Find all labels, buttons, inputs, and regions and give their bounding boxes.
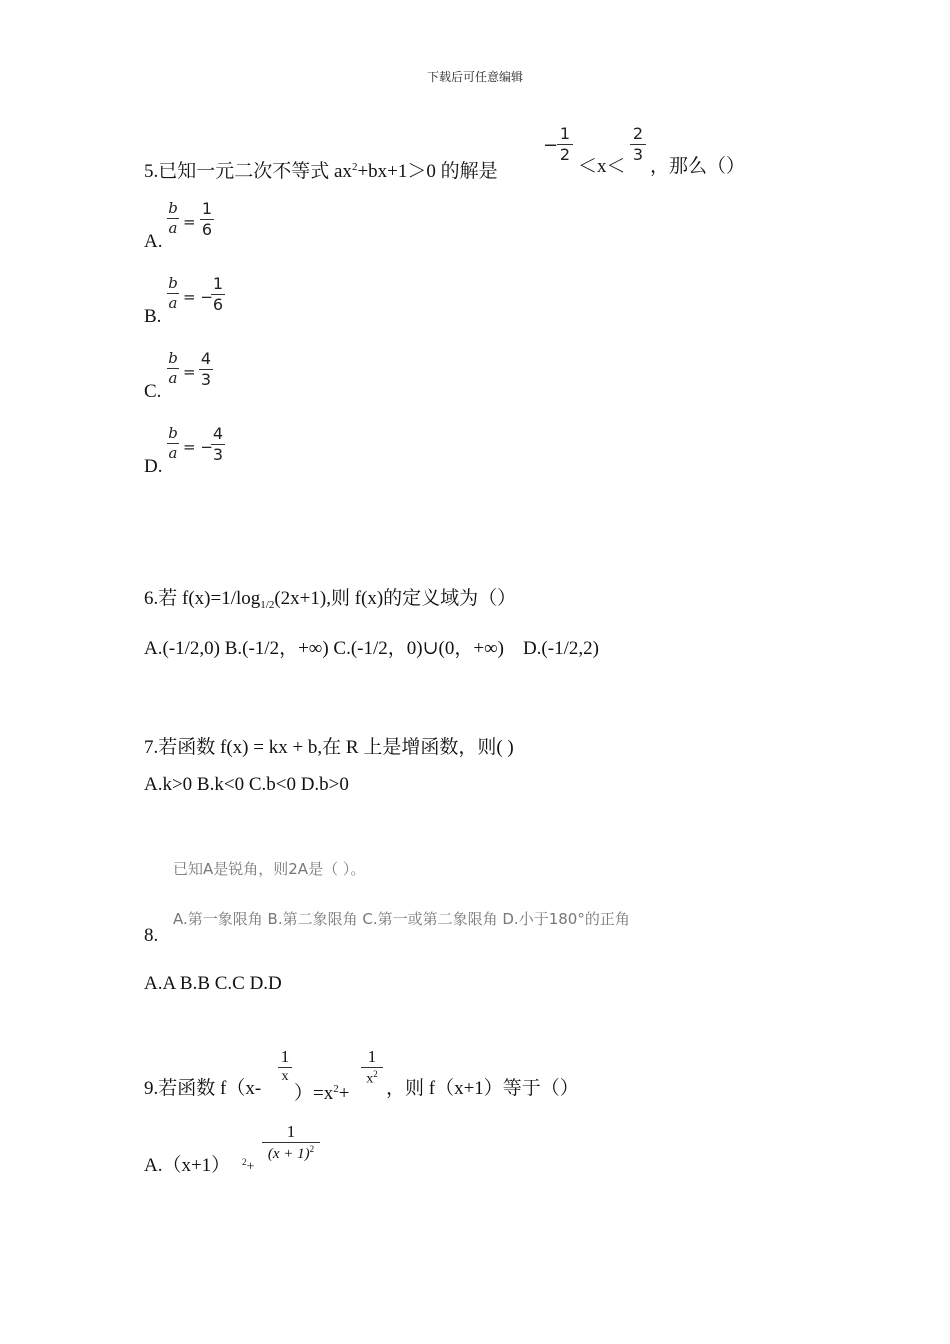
q5-stem-post: ，那么（） xyxy=(650,156,746,177)
q9-stem-post: ，则 f（x+1）等于（） xyxy=(386,1078,579,1099)
q5-d-rhs: 4 3 xyxy=(212,424,224,464)
q8-image-line2: A.第一象限角 B.第二象限角 C.第一或第二象限角 D.小于180°的正角 xyxy=(173,910,630,928)
q5-b-rhs: 1 6 xyxy=(212,274,224,314)
q9-stem-pre: 9.若函数 f（x- xyxy=(144,1078,262,1099)
q5-a-rhs: 1 6 xyxy=(201,199,213,239)
q5-stem xyxy=(144,156,498,183)
q5-exponent: 2 xyxy=(351,161,358,173)
q5-c-lhs: b a xyxy=(168,349,178,387)
q5-range: ＜x＜ xyxy=(578,156,626,177)
q5-stem-mid: +bx+1＞0 的解是 xyxy=(357,161,498,182)
q5-frac-two-thirds: 2 3 xyxy=(630,126,646,163)
q5-frac-neg-half: 1 2 xyxy=(557,126,573,163)
q8-options: A.A B.B C.C D.D xyxy=(144,973,282,994)
q7-stem: 7.若函数 f(x) = kx + b,在 R 上是增函数，则( ) xyxy=(144,737,514,758)
q6-options: A.(-1/2,0) B.(-1/2，+∞) C.(-1/2，0)∪(0，+∞) D.(-1/2,2) xyxy=(144,638,599,659)
q9-frac-one-over-x-squared: 1 $x^2$ xyxy=(361,1048,383,1087)
q9-option-a-plus: $^2$+ xyxy=(242,1157,255,1175)
q5-neg-sign: − xyxy=(543,135,559,156)
q5-d-lhs: b a xyxy=(168,424,178,462)
q9-frac-one-over-x: 1 x xyxy=(278,1048,292,1084)
q5-b-lhs: b a xyxy=(168,274,178,312)
q5-a-lhs: b a xyxy=(168,199,178,237)
q8-number: 8. xyxy=(144,925,159,946)
q8-image-line1: 已知A是锐角，则2A是（ ）。 xyxy=(173,860,366,878)
q9-stem-mid: ）$=x^2+$ xyxy=(294,1083,350,1104)
q5-c-rhs: 4 3 xyxy=(200,349,212,389)
q7-options: A.k>0 B.k<0 C.b<0 D.b>0 xyxy=(144,774,349,795)
page-header: 下载后可任意编辑 xyxy=(426,70,523,84)
q9-option-a-frac: 1 $(x + 1)^2$ xyxy=(262,1123,320,1162)
q9-option-a: A.（x+1） xyxy=(144,1155,231,1176)
q5-stem-pre: 5.已知一元二次不等式 ax xyxy=(144,161,352,182)
q6-log-base: 1/2 xyxy=(260,599,275,611)
q6-stem: 6.若 $f(x)=1/\log_{1/2}(2x+1)$,则 f(x)的定义域为（） xyxy=(144,588,517,611)
